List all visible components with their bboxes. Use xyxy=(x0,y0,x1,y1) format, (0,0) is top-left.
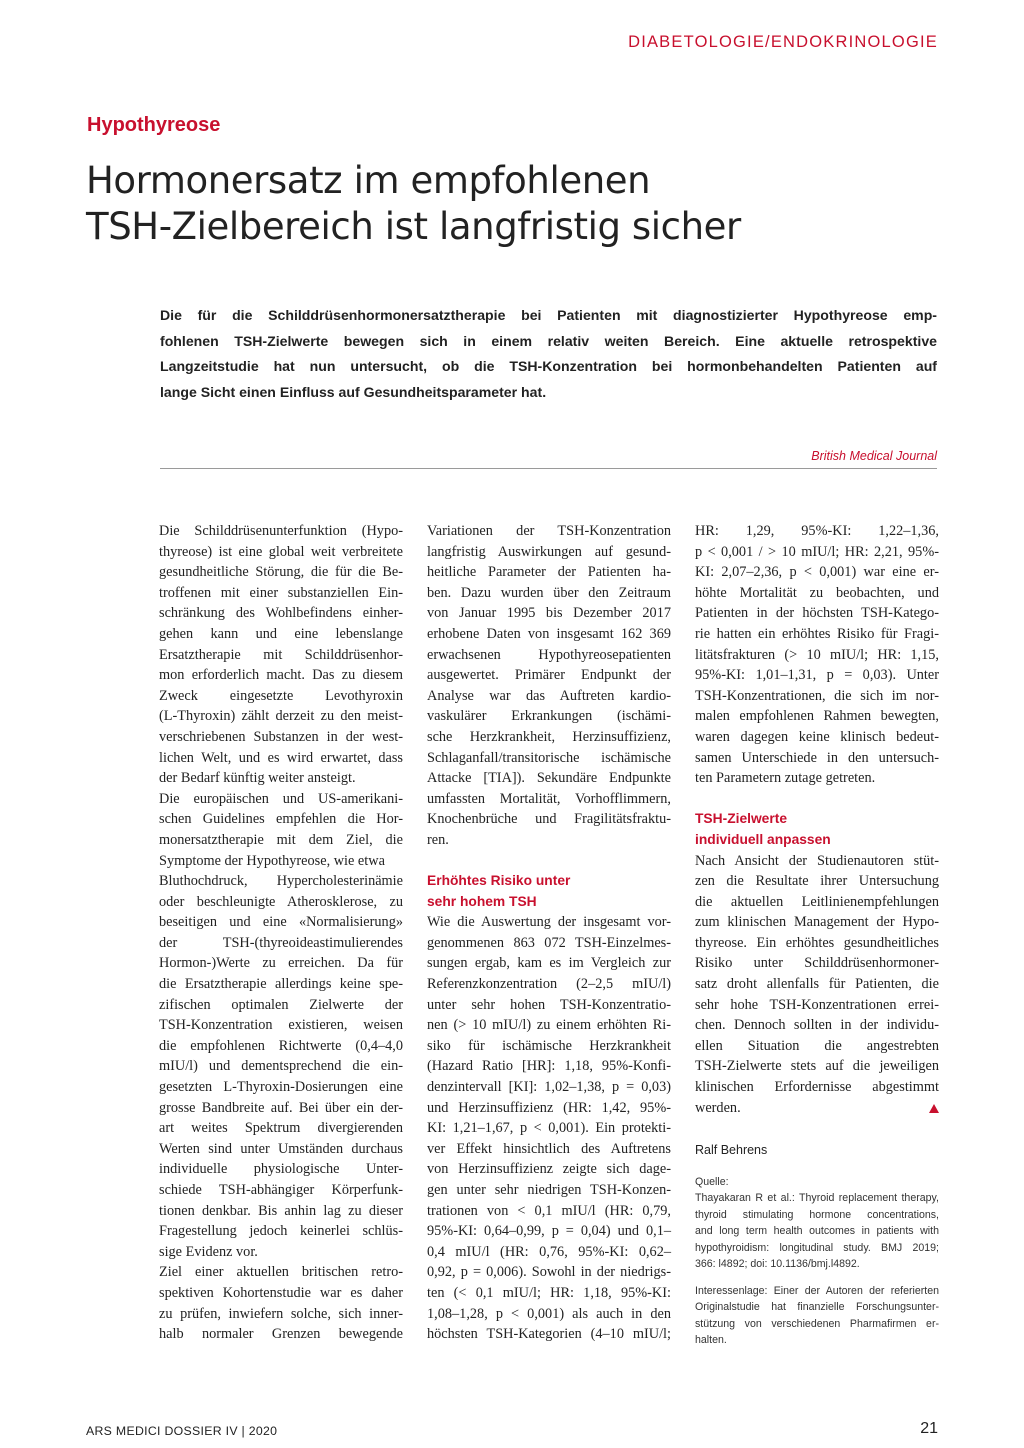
body-line: grosse Bandbreite auf. Bei über ein der- xyxy=(159,1099,403,1116)
body-line: Variationen der TSH-Konzentration xyxy=(427,523,671,539)
body-line: tionen denkbar. Bis anhin lag zu dieser xyxy=(159,1202,403,1219)
reference-line: and long term health outcomes in patients with xyxy=(695,1225,939,1238)
body-line: rie hatten ein erhöhtes Risiko für Fragi- xyxy=(695,625,939,642)
reference-line: thyroid stimulating hormone concentrations, xyxy=(695,1208,939,1221)
body-line: thyreose) ist eine global weit verbreitete xyxy=(159,543,403,560)
body-line: oder beschleunigte Atherosklerose, zu xyxy=(159,893,403,910)
conflict-of-interest xyxy=(695,1283,939,1349)
body-line: Die europäischen und US-amerikani- xyxy=(159,790,403,807)
triangle-up-icon xyxy=(929,1104,939,1113)
body-line: höhte Mortalität zu beobachten, und xyxy=(695,584,939,601)
footer-publication: ARS MEDICI DOSSIER IV | 2020 xyxy=(86,1424,278,1438)
body-line: chen. Dennoch sollten in der individu- xyxy=(695,1017,939,1034)
article-kicker: Hypothyreose xyxy=(87,114,221,136)
lead-line: Langzeitstudie hat nun untersucht, ob die TSH-Konzentration bei hormonbehandelten Patienten auf xyxy=(160,358,937,374)
body-line: zum klinischen Management der Hypo- xyxy=(695,914,939,931)
body-line: denzintervall [KI]: 1,02–1,38, p = 0,03) xyxy=(427,1079,671,1096)
body-line: HR: 1,29, 95%-KI: 1,22–1,36, xyxy=(695,523,939,539)
subheading-line: TSH-Zielwerte xyxy=(695,811,787,827)
coi-line: halten. xyxy=(695,1334,727,1347)
body-line: zen die Resultate ihrer Untersuchung xyxy=(695,873,939,890)
coi-line: stützung von verschiedenen Pharmafirmen er- xyxy=(695,1317,939,1330)
body-line: 0,4 mIU/l (HR: 0,76, 95%-KI: 0,62– xyxy=(427,1243,671,1260)
body-line: gesundheitliche Störung, die für die Be- xyxy=(159,564,403,581)
body-line: Wie die Auswertung der insgesamt vor- xyxy=(427,914,671,931)
reference-line: 366: l4892; doi: 10.1136/bmj.l4892. xyxy=(695,1257,860,1270)
body-line: waren dagegen keine klinisch bedeut- xyxy=(695,728,939,745)
body-line: nen (> 10 mIU/l) zu einem erhöhten Ri- xyxy=(427,1017,671,1034)
body-line-final xyxy=(695,1098,939,1119)
body-line: 0,92, p = 0,006). Sowohl in der niedrigs- xyxy=(427,1264,671,1281)
source-reference xyxy=(695,1174,939,1272)
reference-line: Thayakaran R et al.: Thyroid replacement therapy, xyxy=(695,1192,939,1205)
body-line: sche Herzkrankheit, Herzinsuffizienz, xyxy=(427,728,671,745)
body-line: höchsten TSH-Kategorien (4–10 mIU/l; xyxy=(427,1326,671,1343)
final-line-text: werden. xyxy=(695,1099,741,1116)
body-line: unter sehr hohen TSH-Konzentratio- xyxy=(427,996,671,1013)
body-line: Die Schilddrüsenunterfunktion (Hypo- xyxy=(159,523,403,539)
body-line: litätsfrakturen (> 10 mIU/l; HR: 1,15, xyxy=(695,646,939,663)
body-line: ellen Situation die angestrebten xyxy=(695,1037,939,1054)
body-line: erhobene Daten von insgesamt 162 369 xyxy=(427,625,671,642)
title-line: Hormonersatz im empfohlenen xyxy=(86,159,651,202)
body-line: ver Effekt hinsichtlich des Auftretens xyxy=(427,1140,671,1157)
body-line: zifischen optimalen Zielwerte der xyxy=(159,996,403,1013)
body-line: p < 0,001 / > 10 mIU/l; HR: 2,21, 95%- xyxy=(695,543,939,560)
body-line: und Herzinsuffizienz (HR: 1,42, 95%- xyxy=(427,1099,671,1116)
body-line: umfassten Mortalität, Vorhofflimmern, xyxy=(427,790,671,807)
body-line: verschriebenen Substanzen in der west- xyxy=(159,728,403,745)
body-line: schen Guidelines empfehlen die Hor- xyxy=(159,811,403,828)
body-line: Symptome der Hypothyreose, wie etwa xyxy=(159,852,385,869)
body-column-2 xyxy=(427,521,671,1345)
body-line: klinischen Erfordernisse abgestimmt xyxy=(695,1079,939,1096)
body-line: Zweck eingesetzte Levothyroxin xyxy=(159,687,403,704)
body-line: siko für ischämische Herzkrankheit xyxy=(427,1037,671,1054)
body-line: die Ersatztherapie allerdings keine spe- xyxy=(159,976,403,993)
paragraph-gap xyxy=(695,789,939,810)
paragraph-gap xyxy=(427,851,671,872)
lead-divider xyxy=(160,468,937,469)
body-line: ren. xyxy=(427,831,449,848)
body-line: (L-Thyroxin) zählt derzeit zu den meist- xyxy=(159,708,403,725)
body-line: malen empfohlenen Rahmen bewegten, xyxy=(695,708,939,725)
body-line: Patienten in der höchsten TSH-Katego- xyxy=(695,605,939,622)
body-line: Schlaganfall/transitorische ischämische xyxy=(427,749,671,766)
article-lead xyxy=(160,303,937,405)
body-line: spektiven Kohortenstudie war es daher xyxy=(159,1284,403,1301)
source-journal: British Medical Journal xyxy=(811,449,937,463)
article-title xyxy=(86,158,946,250)
body-line: der TSH-(thyreoideastimulierendes xyxy=(159,934,403,951)
body-line: KI: 2,07–2,36, p < 0,001) war eine er- xyxy=(695,564,939,581)
body-line: gesetzten L-Thyroxin-Dosierungen eine xyxy=(159,1079,403,1096)
body-line: schränkung des Wohlbefindens einher- xyxy=(159,605,403,622)
body-line: 1,08–1,28, p < 0,001) als auch in den xyxy=(427,1305,671,1322)
body-line: individuelle physiologische Unter- xyxy=(159,1161,403,1178)
body-line: die empfohlenen Richtwerte (0,4–4,0 xyxy=(159,1037,403,1054)
author-name: Ralf Behrens xyxy=(695,1143,768,1157)
body-line: art weites Spektrum divergierenden xyxy=(159,1120,403,1137)
body-line: Knochenbrüche und Fragilitätsfraktu- xyxy=(427,811,671,828)
body-line: die aktuellen Leitlinienempfehlungen xyxy=(695,893,939,910)
body-line: troffenen mit einer substanziellen Ein- xyxy=(159,584,403,601)
body-line: Bluthochdruck, Hypercholesterinämie xyxy=(159,873,403,890)
reference-line: Quelle: xyxy=(695,1176,729,1188)
subheading-line: Erhöhtes Risiko unter xyxy=(427,873,571,889)
body-line: mIU/l) und dementsprechend die ein- xyxy=(159,1058,403,1075)
body-line: TSH-Konzentration existieren, weisen xyxy=(159,1017,403,1034)
lead-line: fohlenen TSH-Zielwerte bewegen sich in einem relativ weiten Bereich. Eine aktuelle retrospektive xyxy=(160,332,937,349)
body-column-1 xyxy=(159,521,403,1345)
body-line: zu prüfen, inwiefern solche, sich inner- xyxy=(159,1305,403,1322)
coi-line: Originalstudie hat finanzielle Forschungsunter- xyxy=(695,1301,939,1314)
body-line: lichen Welt, und es wird erwartet, dass xyxy=(159,749,403,766)
body-line: ten Parametern zutage getreten. xyxy=(695,770,876,787)
body-line: Attacke [TIA]). Sekundäre Endpunkte xyxy=(427,770,671,787)
body-line: ten (< 0,1 mIU/l; HR: 1,18, 95%-KI: xyxy=(427,1284,671,1301)
body-line: sehr hohe TSH-Konzentrationen errei- xyxy=(695,996,939,1013)
body-line: Werten sind unter Umständen durchaus xyxy=(159,1140,403,1157)
reference-line: hypothyroidism: longitudinal study. BMJ 2019; xyxy=(695,1241,939,1254)
title-line: TSH-Zielbereich ist langfristig sicher xyxy=(86,205,741,248)
body-line: KI: 1,21–1,67, p < 0,001). Ein protekti- xyxy=(427,1120,671,1137)
body-line: Hormon-)Werte zu erreichen. Da für xyxy=(159,955,403,972)
lead-line: Die für die Schilddrüsenhormonersatztherapie bei Patienten mit diagnostizierter Hypothyreose emp- xyxy=(160,307,937,323)
body-column-3 xyxy=(695,521,939,1118)
body-line: thyreose. Ein erhöhtes gesundheitliches xyxy=(695,934,939,951)
body-line: mon erforderlich macht. Das zu diesem xyxy=(159,667,403,684)
body-line: 95%-KI: 1,01–1,31, p = 0,03). Unter xyxy=(695,667,939,684)
body-line: satz droht allenfalls für Patienten, die xyxy=(695,976,939,993)
subheading-line: individuell anpassen xyxy=(695,831,831,847)
body-line: halb normaler Grenzen bewegende xyxy=(159,1326,403,1343)
body-line: langfristig Auswirkungen auf gesund- xyxy=(427,543,671,560)
body-line: der Bedarf künftig weiter ansteigt. xyxy=(159,770,356,787)
body-line: sungen ergab, kam es im Vergleich zur xyxy=(427,955,671,972)
body-line: monersatztherapie mit dem Ziel, die xyxy=(159,831,403,848)
body-line: erwachsenen Hypothyreosepatienten xyxy=(427,646,671,663)
body-line: trationen von < 0,1 mIU/l (HR: 0,79, xyxy=(427,1202,671,1219)
body-line: Fragestellung jedoch keinerlei schlüs- xyxy=(159,1223,403,1240)
page-number: 21 xyxy=(920,1420,938,1437)
body-line: Ziel einer aktuellen britischen retro- xyxy=(159,1264,403,1281)
body-line: ausgewertet. Primärer Endpunkt der xyxy=(427,667,671,684)
section-header: DIABETOLOGIE/ENDOKRINOLOGIE xyxy=(628,33,938,51)
body-line: TSH-Konzentrationen, die sich im nor- xyxy=(695,687,939,704)
body-line: Ersatztherapie mit Schilddrüsenhor- xyxy=(159,646,403,663)
subheading-line: sehr hohem TSH xyxy=(427,893,537,909)
body-line: Risiko unter Schilddrüsenhormoner- xyxy=(695,955,939,972)
lead-line: lange Sicht einen Einfluss auf Gesundheitsparameter hat. xyxy=(160,383,547,400)
body-line: heitliche Parameter der Patienten ha- xyxy=(427,564,671,581)
body-line: Referenzkonzentration (2–2,5 mIU/l) xyxy=(427,976,671,993)
body-line: ben. Dazu wurden über den Zeitraum xyxy=(427,584,671,601)
body-line: gehen kann und eine lebenslange xyxy=(159,625,403,642)
body-line: samen Unterschiede in den untersuch- xyxy=(695,749,939,766)
body-line: TSH-Zielwerte stets auf die jeweiligen xyxy=(695,1058,939,1075)
body-line: Nach Ansicht der Studienautoren stüt- xyxy=(695,852,939,869)
body-line: schiede TSH-abhängiger Körperfunk- xyxy=(159,1182,403,1198)
body-line: gen unter sehr niedrigen TSH-Konzen- xyxy=(427,1182,671,1198)
body-line: (Hazard Ratio [HR]: 1,18, 95%-Konfi- xyxy=(427,1058,671,1075)
body-line: Analyse war das Auftreten kardio- xyxy=(427,687,671,704)
coi-line: Interessenlage: Einer der Autoren der referierten xyxy=(695,1285,939,1297)
body-line: vaskulärer Erkrankungen (ischämi- xyxy=(427,708,671,725)
body-line: genommenen 863 072 TSH-Einzelmes- xyxy=(427,934,671,951)
body-line: sige Evidenz vor. xyxy=(159,1243,258,1260)
body-line: 95%-KI: 0,64–0,99, p = 0,04) und 0,1– xyxy=(427,1223,671,1240)
body-line: beseitigen und eine «Normalisierung» xyxy=(159,914,403,931)
body-line: von Herzinsuffizienz zeigte sich dage- xyxy=(427,1161,671,1178)
body-line: von Januar 1995 bis Dezember 2017 xyxy=(427,605,671,622)
